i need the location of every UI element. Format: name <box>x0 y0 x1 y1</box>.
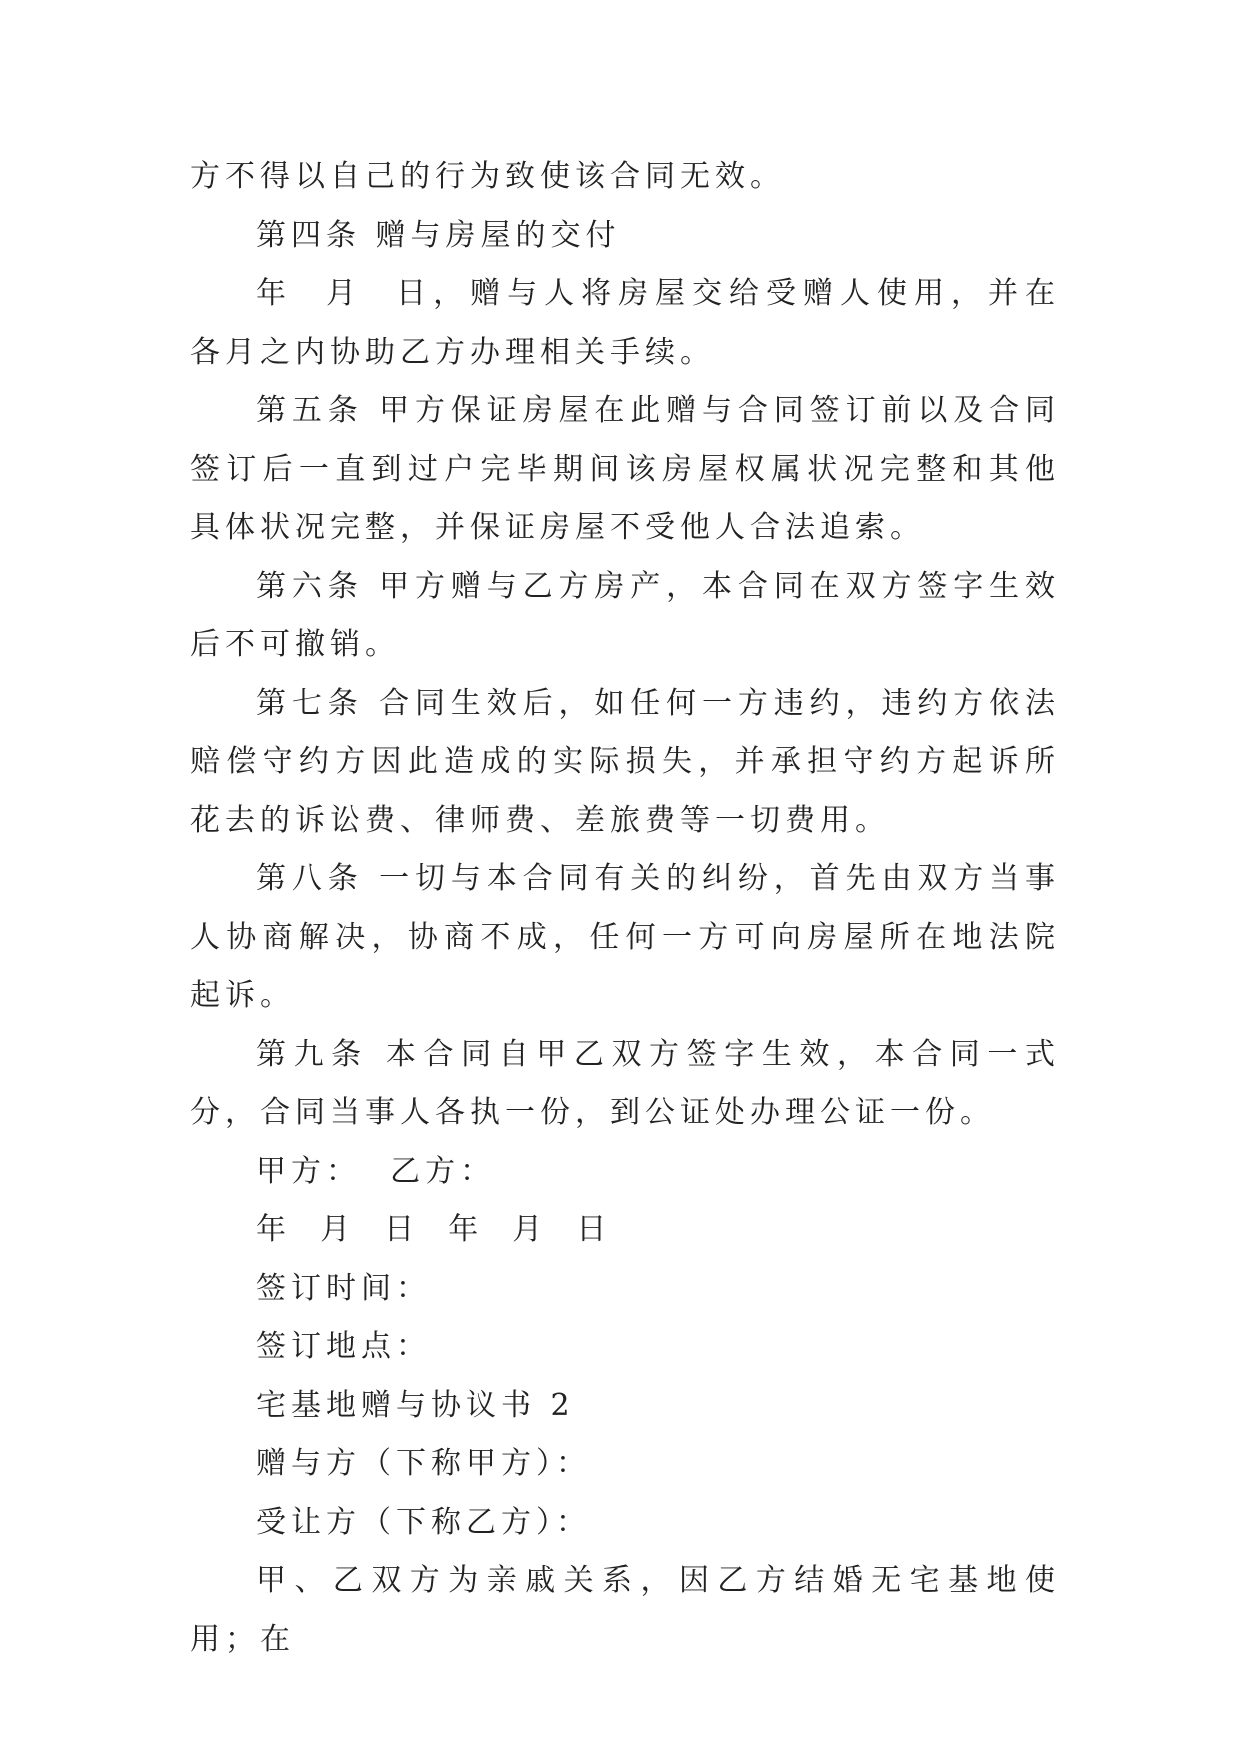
signing-place: 签订地点： <box>256 1329 431 1364</box>
signing-time: 签订时间： <box>256 1270 431 1306</box>
signature-parties: 甲方： 乙方： <box>256 1153 496 1189</box>
article-4-heading: 第四条 赠与房屋的交付 <box>256 217 621 253</box>
article-8: 第八条 一切与本合同有关的纠纷，首先由双方当事人协商解决，协商不成，任何一方可向房屋所在地法院起诉。 <box>190 861 1060 1013</box>
document-body <box>190 148 1090 1669</box>
paragraph-1: 方不得以自己的行为致使该合同无效。 <box>190 159 785 194</box>
article-5: 第五条 甲方保证房屋在此赠与合同签订前以及合同签订后一直到过户完毕期间该房屋权属状况完整和其他具体状况完整，并保证房屋不受他人合法追索。 <box>190 393 1060 545</box>
article-7: 第七条 合同生效后，如任何一方违约，违约方依法赔偿守约方因此造成的实际损失，并承担守约方起诉所花去的诉讼费、律师费、差旅费等一切费用。 <box>190 685 1060 838</box>
signature-dates: 年 月 日 年 月 日 <box>256 1212 612 1247</box>
paragraph-last: 甲、乙双方为亲戚关系，因乙方结婚无宅基地使用；在 <box>190 1563 1060 1657</box>
recipient-line: 受让方（下称乙方）： <box>256 1504 591 1540</box>
donor-line: 赠与方（下称甲方）： <box>256 1446 591 1481</box>
paragraph-delivery: 年 月 日，赠与人将房屋交给受赠人使用，并在 各月之内协助乙方办理相关手续。 <box>190 276 1090 370</box>
section-title: 宅基地赠与协议书 2 <box>256 1387 575 1423</box>
article-6: 第六条 甲方赠与乙方房产，本合同在双方签字生效后不可撤销。 <box>190 568 1060 662</box>
article-9: 第九条 本合同自甲乙双方签字生效，本合同一式 分，合同当事人各执一份，到公证处办理公证一份。 <box>190 1036 1075 1130</box>
